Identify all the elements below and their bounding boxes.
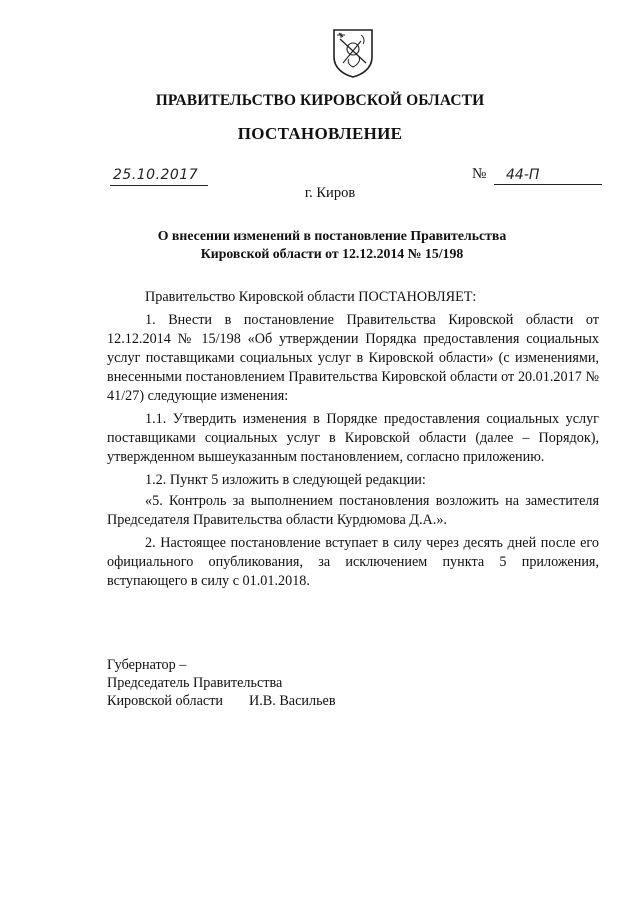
subject-line-1: О внесении изменений в постановление Правительства <box>157 228 507 243</box>
document-body <box>107 288 599 595</box>
number-sign: № <box>472 166 487 182</box>
handwritten-number: 44-П <box>506 167 540 183</box>
paragraph-resolution-intro: Правительство Кировской области ПОСТАНОВЛЯЕТ: <box>145 289 477 305</box>
paragraph-2: 2. Настоящее постановление вступает в силу через десять дней после его официального опубликования, за исключением пункта 5 приложения, вступающего в силу с 01.01.2018. <box>107 535 599 589</box>
signature-title-chairman: Председатель Правительства <box>107 675 283 691</box>
handwritten-date: 25.10.2017 <box>113 167 199 183</box>
paragraph-1-1: 1.1. Утвердить изменения в Порядке предоставления социальных услуг поставщиками социальных услуг в Кировской области (далее – Порядок), утвержденном вышеуказанным постановлением, согласно приложению. <box>107 411 599 465</box>
paragraph-1-2: 1.2. Пункт 5 изложить в следующей редакции: <box>145 472 426 488</box>
government-title: ПРАВИТЕЛЬСТВО КИРОВСКОЙ ОБЛАСТИ <box>155 92 485 109</box>
signature-title-governor: Губернатор – <box>107 657 187 673</box>
paragraph-quote-5: «5. Контроль за выполнением постановления возложить на заместителя Председателя Правительства области Курдюмова Д.А.». <box>107 493 599 528</box>
coat-of-arms-emblem <box>331 27 375 79</box>
signature-block <box>107 656 336 710</box>
document-subject <box>0 227 640 263</box>
signatory-name: И.В. Васильев <box>249 693 336 709</box>
city-name: г. Киров <box>304 185 356 201</box>
paragraph-1: 1. Внести в постановление Правительства Кировской области от 12.12.2014 № 15/198 «Об утверждении Порядка предоставления социальных услуг поставщиками социальных услуг в Кировской области» (с изменениями, внесенными постановлением Правительства Кировской области от 20.01.2017 № 41/27) следующие изменения: <box>107 312 599 404</box>
subject-line-2: Кировской области от 12.12.2014 № 15/198 <box>200 246 464 261</box>
document-type-heading: ПОСТАНОВЛЕНИЕ <box>237 124 403 143</box>
signature-region: Кировской области <box>107 693 223 709</box>
signature-region-line <box>107 692 336 710</box>
